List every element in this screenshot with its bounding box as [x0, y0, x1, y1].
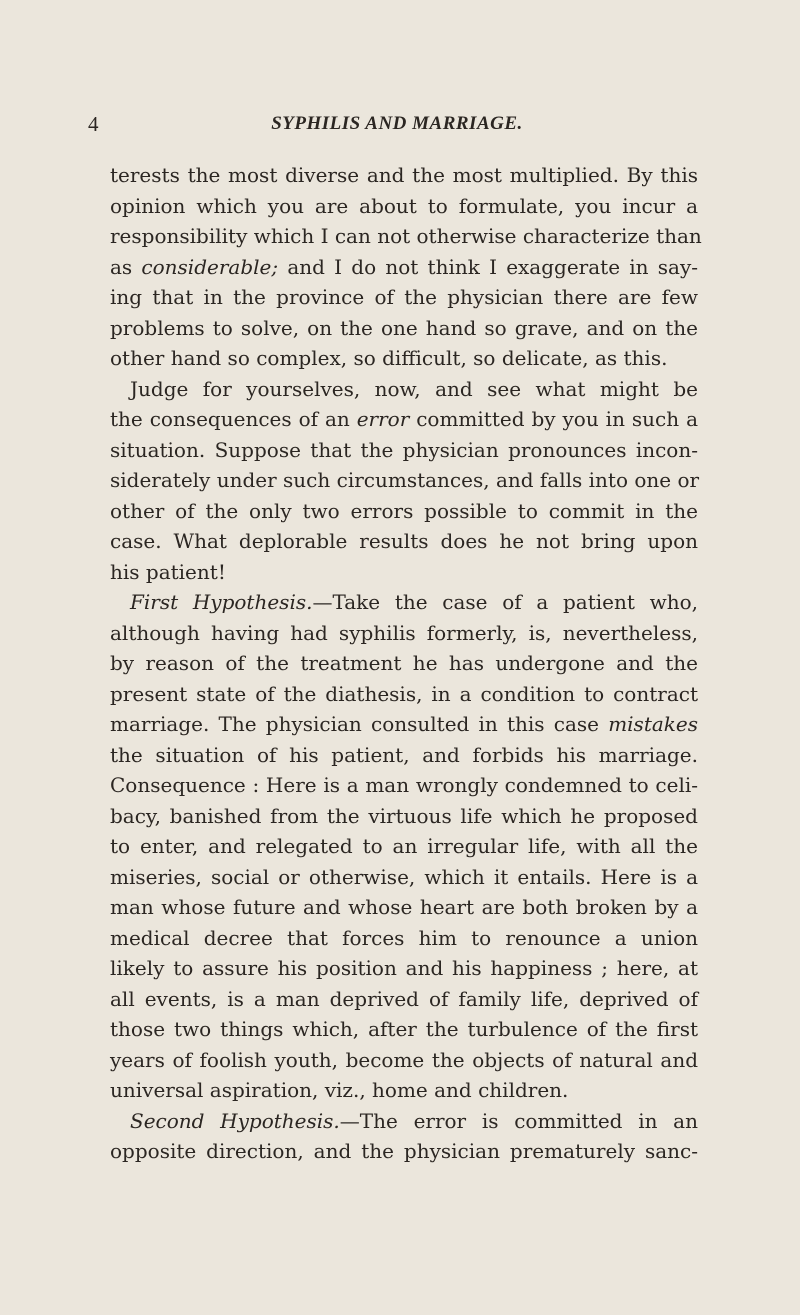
text-line: universal aspiration, viz., home and children.: [110, 1078, 569, 1102]
italic-text: considerable;: [141, 254, 279, 279]
italic-text: Second Hypothesis.: [130, 1108, 340, 1133]
text-line: case. What deplorable results does he not bring upon: [110, 529, 698, 553]
text-line: man whose future and whose heart are both broken by a: [110, 895, 698, 919]
text-line: his patient!: [110, 559, 226, 584]
page-number: 4: [88, 112, 99, 136]
text-line: by reason of the treatment he has undergone and the: [110, 651, 698, 675]
text-line: medical decree that forces him to renounce a union: [110, 925, 698, 950]
text-line: opinion which you are about to formulate, you incur a: [110, 193, 698, 218]
text-line: the situation of his patient, and forbids his marriage.: [110, 742, 698, 767]
italic-text: First Hypothesis.: [130, 590, 313, 614]
text-line: marriage. The physician consulted in this case mistakes: [110, 712, 698, 736]
text-line: opposite direction, and the physician prematurely sanc-: [110, 1139, 698, 1163]
italic-text: mistakes: [608, 712, 698, 736]
text-line: situation. Suppose that the physician pronounces incon-: [110, 437, 698, 462]
text-line: Judge for yourselves, now, and see what might be: [130, 376, 698, 401]
text-line: miseries, social or otherwise, which it entails. Here is a: [110, 864, 698, 889]
text-line: those two things which, after the turbulence of the first: [110, 1017, 698, 1041]
text-line: problems to solve, on the one hand so grave, and on the: [110, 315, 698, 340]
text-line: years of foolish youth, become the objects of natural and: [110, 1047, 698, 1072]
text-line: First Hypothesis.—Take the case of a patient who,: [130, 590, 698, 614]
text-line: other hand so complex, so difficult, so delicate, as this.: [110, 346, 668, 370]
body-text: [110, 160, 702, 1167]
page-header: [88, 110, 706, 138]
italic-text: error: [356, 407, 410, 431]
text-line: likely to assure his position and his happiness ; here, at: [110, 956, 698, 980]
text-line: Consequence : Here is a man wrongly condemned to celi-: [110, 773, 698, 797]
text-line: ing that in the province of the physician there are few: [110, 285, 698, 309]
text-line: terests the most diverse and the most multiplied. By this: [110, 163, 698, 187]
text-line: although having had syphilis formerly, is, nevertheless,: [110, 620, 698, 645]
text-line: as considerable; and I do not think I exaggerate in say-: [110, 254, 699, 279]
text-line: siderately under such circumstances, and falls into one or: [110, 468, 700, 492]
text-line: bacy, banished from the virtuous life which he proposed: [110, 803, 698, 828]
text-line: Second Hypothesis.—The error is committed in an: [130, 1108, 698, 1133]
text-line: present state of the diathesis, in a condition to contract: [110, 681, 698, 706]
text-line: all events, is a man deprived of family life, deprived of: [110, 986, 698, 1011]
text-line: to enter, and relegated to an irregular life, with all the: [110, 834, 698, 858]
text-line: other of the only two errors possible to commit in the: [110, 498, 698, 523]
text-line: the consequences of an error committed by you in such a: [110, 407, 698, 431]
running-head: SYPHILIS AND MARRIAGE.: [271, 113, 523, 134]
text-line: responsibility which I can not otherwise characterize than: [110, 224, 702, 248]
